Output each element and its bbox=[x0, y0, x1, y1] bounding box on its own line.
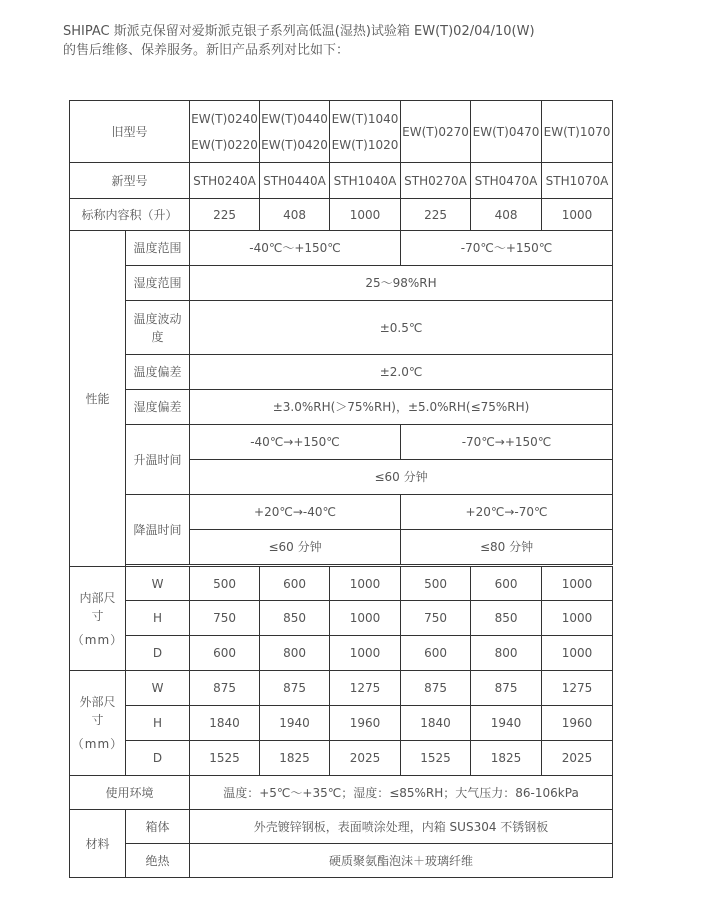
new-model-value: STH0470A bbox=[471, 163, 542, 199]
dim-value: 1000 bbox=[542, 601, 613, 636]
outer-dim-row bbox=[70, 671, 613, 706]
old-model-value: EW(T)0420 bbox=[261, 137, 328, 152]
heat-up-range-a: -40℃→+150℃ bbox=[190, 425, 401, 460]
old-model-value: EW(T)1020 bbox=[331, 137, 399, 152]
dim-value: 875 bbox=[260, 671, 330, 706]
dim-value: 1000 bbox=[542, 567, 613, 601]
heat-up-range-b: -70℃→+150℃ bbox=[401, 425, 613, 460]
capacity-value: 1000 bbox=[542, 199, 613, 231]
material-box-value: 外壳镀锌钢板，表面喷涂处理，内箱 SUS304 不锈钢板 bbox=[190, 810, 613, 844]
dim-value: 750 bbox=[190, 601, 260, 636]
material-insulation-value: 硬质聚氨酯泡沫＋玻璃纤维 bbox=[190, 844, 613, 878]
new-model-value: STH1070A bbox=[542, 163, 613, 199]
dim-value: 1940 bbox=[260, 706, 330, 741]
dim-value: 875 bbox=[401, 671, 471, 706]
capacity-value: 408 bbox=[471, 199, 542, 231]
dim-value: 1940 bbox=[471, 706, 542, 741]
temp-deviation-row bbox=[70, 355, 613, 390]
dim-value: 1275 bbox=[542, 671, 613, 706]
dim-value: 875 bbox=[190, 671, 260, 706]
dim-value: 1000 bbox=[330, 567, 401, 601]
dim-value: 2025 bbox=[542, 741, 613, 776]
new-model-value: STH1040A bbox=[330, 163, 401, 199]
inner-dim-unit: （mm） bbox=[71, 632, 124, 647]
old-model-cell bbox=[190, 101, 260, 163]
temp-deviation-label: 温度偏差 bbox=[126, 355, 190, 390]
heat-up-time: ≤60 分钟 bbox=[190, 460, 613, 495]
intro-line-2: 的售后维修、保养服务。新旧产品系列对比如下： bbox=[63, 43, 350, 58]
inner-dim-row bbox=[70, 601, 613, 636]
dim-value: 1525 bbox=[190, 741, 260, 776]
dim-letter: D bbox=[126, 741, 190, 776]
inner-dim-row bbox=[70, 567, 613, 601]
inner-dim-label-line: 内部尺 bbox=[79, 590, 116, 605]
dim-letter: W bbox=[126, 671, 190, 706]
temp-deviation-value: ±2.0℃ bbox=[190, 355, 613, 390]
dim-letter: W bbox=[126, 567, 190, 601]
dim-value: 850 bbox=[260, 601, 330, 636]
old-model-value: EW(T)0220 bbox=[191, 137, 258, 152]
new-model-row bbox=[70, 163, 613, 199]
old-model-cell bbox=[260, 101, 330, 163]
temp-range-row bbox=[70, 231, 613, 266]
outer-dim-unit: （mm） bbox=[71, 737, 124, 751]
intro-text bbox=[63, 22, 703, 60]
dim-value: 1825 bbox=[260, 741, 330, 776]
humidity-range-label: 湿度范围 bbox=[126, 266, 190, 301]
dim-value: 850 bbox=[471, 601, 542, 636]
humidity-range-value: 25～98%RH bbox=[190, 266, 613, 301]
material-box-label: 箱体 bbox=[126, 810, 190, 844]
temp-fluctuation-row bbox=[70, 301, 613, 355]
dim-value: 1960 bbox=[330, 706, 401, 741]
dim-value: 875 bbox=[471, 671, 542, 706]
dim-letter: H bbox=[126, 706, 190, 741]
dim-value: 500 bbox=[190, 567, 260, 601]
new-model-value: STH0440A bbox=[260, 163, 330, 199]
outer-dim-label bbox=[70, 671, 126, 776]
old-model-value: EW(T)1040 bbox=[331, 111, 399, 126]
dim-value: 600 bbox=[401, 636, 471, 671]
dim-value: 800 bbox=[260, 636, 330, 671]
dim-value: 500 bbox=[401, 567, 471, 601]
material-label: 材料 bbox=[70, 810, 126, 878]
cool-down-label: 降温时间 bbox=[126, 495, 190, 565]
heat-up-label: 升温时间 bbox=[126, 425, 190, 495]
dim-value: 1960 bbox=[542, 706, 613, 741]
spec-comparison-table bbox=[69, 100, 613, 878]
temp-range-value-b: -70℃～+150℃ bbox=[401, 231, 613, 266]
temp-range-label: 温度范围 bbox=[126, 231, 190, 266]
inner-dim-label-line: 寸 bbox=[91, 608, 104, 623]
performance-label: 性能 bbox=[70, 231, 126, 567]
dim-value: 1000 bbox=[542, 636, 613, 671]
outer-dim-label-line: 寸 bbox=[91, 713, 104, 727]
old-model-row bbox=[70, 101, 613, 163]
outer-dim-row bbox=[70, 741, 613, 776]
dim-value: 1525 bbox=[401, 741, 471, 776]
new-model-value: STH0270A bbox=[401, 163, 471, 199]
dim-value: 1000 bbox=[330, 601, 401, 636]
dim-value: 750 bbox=[401, 601, 471, 636]
dim-value: 1840 bbox=[190, 706, 260, 741]
cool-down-time-b: ≤80 分钟 bbox=[401, 530, 613, 565]
humidity-deviation-row bbox=[70, 390, 613, 425]
dim-value: 1275 bbox=[330, 671, 401, 706]
humidity-range-row bbox=[70, 266, 613, 301]
dim-value: 2025 bbox=[330, 741, 401, 776]
cool-down-range-a: +20℃→-40℃ bbox=[190, 495, 401, 530]
material-insulation-label: 绝热 bbox=[126, 844, 190, 878]
dim-value: 1000 bbox=[330, 636, 401, 671]
environment-row bbox=[70, 776, 613, 810]
old-model-value: EW(T)0470 bbox=[471, 101, 542, 163]
capacity-value: 225 bbox=[190, 199, 260, 231]
capacity-value: 408 bbox=[260, 199, 330, 231]
environment-label: 使用环境 bbox=[70, 776, 190, 810]
old-model-value: EW(T)0440 bbox=[261, 111, 328, 126]
outer-dim-row bbox=[70, 706, 613, 741]
temp-range-value-a: -40℃～+150℃ bbox=[190, 231, 401, 266]
old-model-value: EW(T)1070 bbox=[542, 101, 613, 163]
outer-dim-label-line: 外部尺 bbox=[79, 695, 116, 709]
cool-down-range-b: +20℃→-70℃ bbox=[401, 495, 613, 530]
temp-fluctuation-value: ±0.5℃ bbox=[190, 301, 613, 355]
inner-dim-label bbox=[70, 567, 126, 671]
dim-letter: D bbox=[126, 636, 190, 671]
old-model-value: EW(T)0270 bbox=[401, 101, 471, 163]
material-insulation-row bbox=[70, 844, 613, 878]
old-model-cell bbox=[330, 101, 401, 163]
capacity-label: 标称内容积（升） bbox=[70, 199, 190, 231]
capacity-row bbox=[70, 199, 613, 231]
material-box-row bbox=[70, 810, 613, 844]
dim-letter: H bbox=[126, 601, 190, 636]
capacity-value: 1000 bbox=[330, 199, 401, 231]
cool-down-row bbox=[70, 495, 613, 530]
cool-down-time-a: ≤60 分钟 bbox=[190, 530, 401, 565]
dim-value: 600 bbox=[260, 567, 330, 601]
new-model-value: STH0240A bbox=[190, 163, 260, 199]
intro-line-1: SHIPAC 斯派克保留对爱斯派克银子系列高低温(湿热)试验箱 EW(T)02/04/10(W) bbox=[63, 24, 535, 39]
old-model-label: 旧型号 bbox=[70, 101, 190, 163]
new-model-label: 新型号 bbox=[70, 163, 190, 199]
dim-value: 1840 bbox=[401, 706, 471, 741]
dim-value: 600 bbox=[471, 567, 542, 601]
heat-up-row bbox=[70, 425, 613, 460]
old-model-value: EW(T)0240 bbox=[191, 111, 258, 126]
dim-value: 600 bbox=[190, 636, 260, 671]
humidity-deviation-label: 湿度偏差 bbox=[126, 390, 190, 425]
temp-fluctuation-label: 温度波动度 bbox=[126, 301, 190, 355]
capacity-value: 225 bbox=[401, 199, 471, 231]
environment-value: 温度：+5℃～+35℃；湿度：≤85%RH；大气压力：86-106kPa bbox=[190, 776, 613, 810]
inner-dim-row bbox=[70, 636, 613, 671]
dim-value: 800 bbox=[471, 636, 542, 671]
humidity-deviation-value: ±3.0%RH(＞75%RH)，±5.0%RH(≤75%RH) bbox=[190, 390, 613, 425]
dim-value: 1825 bbox=[471, 741, 542, 776]
